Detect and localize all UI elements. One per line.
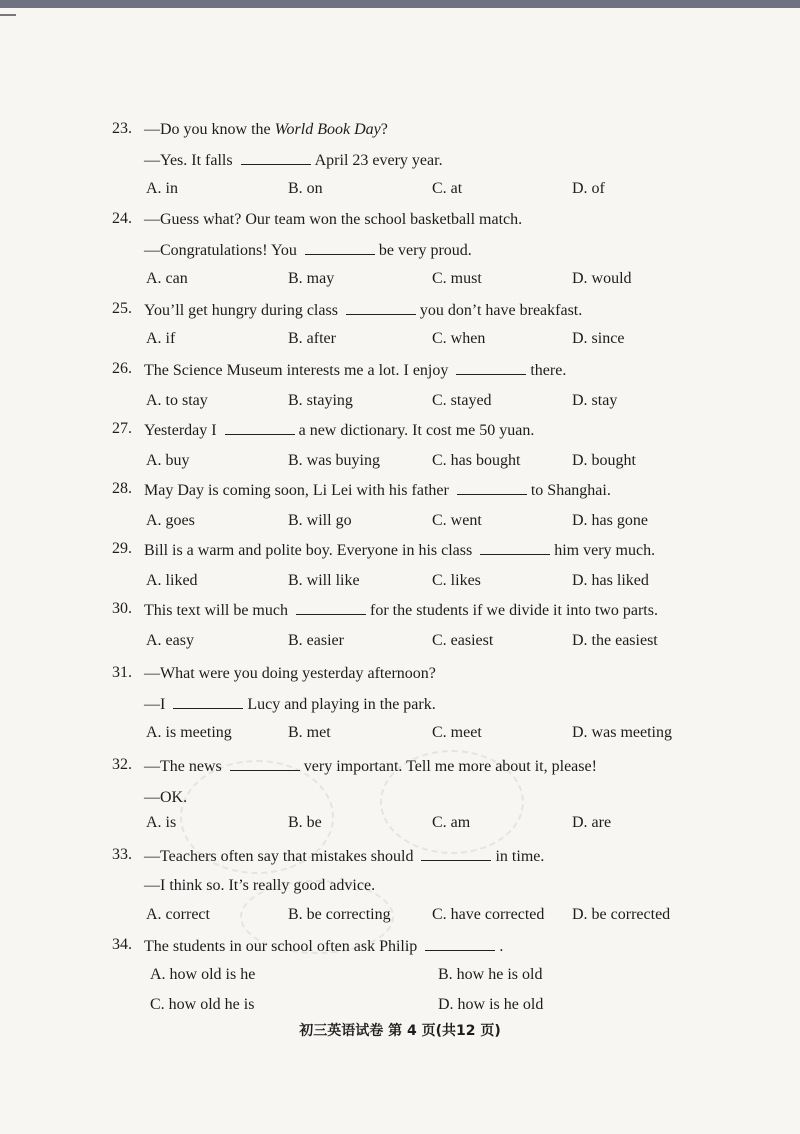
answer-blank	[173, 694, 243, 709]
question-number: 34.	[112, 936, 132, 953]
stem-text: The Science Museum interests me a lot. I enjoy	[144, 362, 453, 379]
answer-blank	[230, 756, 300, 771]
question-number: 31.	[112, 664, 132, 681]
answer-option: D. be corrected	[572, 906, 671, 923]
stem-text: —I think so. It’s really good advice.	[144, 877, 376, 894]
question-number: 24.	[112, 210, 132, 227]
answer-option: D. has gone	[572, 512, 648, 529]
answer-option: D. of	[572, 180, 605, 197]
answer-option: A. in	[146, 180, 178, 197]
stem-text: there.	[530, 362, 567, 379]
answer-option: D. would	[572, 270, 632, 287]
answer-option: D. was meeting	[572, 724, 672, 741]
answer-option: A. buy	[146, 452, 190, 469]
answer-option: C. likes	[432, 572, 481, 589]
answer-option: B. was buying	[288, 452, 380, 469]
answer-blank	[346, 300, 416, 315]
answer-option: D. bought	[572, 452, 636, 469]
question-stem-line	[144, 788, 187, 808]
answer-option: C. easiest	[432, 632, 494, 649]
question-number: 28.	[112, 480, 132, 497]
answer-option: A. liked	[146, 572, 198, 589]
answer-blank	[425, 936, 495, 951]
answer-option: C. has bought	[432, 452, 521, 469]
question-number: 29.	[112, 540, 132, 557]
answer-option: A. if	[146, 330, 176, 347]
answer-option: C. went	[432, 512, 482, 529]
stem-text: ?	[380, 121, 388, 138]
question-stem-line	[144, 664, 436, 684]
question-stem-line	[144, 480, 611, 501]
answer-option: B. be correcting	[288, 906, 391, 923]
answer-option: A. can	[146, 270, 188, 287]
answer-option: D. how is he old	[438, 996, 544, 1013]
answer-option: C. have corrected	[432, 906, 545, 923]
answer-option: C. when	[432, 330, 486, 347]
question-stem-line	[144, 694, 436, 715]
question-stem-line	[144, 876, 375, 896]
stem-text: for the students if we divide it into two parts.	[369, 602, 658, 619]
answer-option: B. will like	[288, 572, 360, 589]
book-title-italic: World Book Day	[274, 121, 381, 138]
stem-text: —Teachers often say that mistakes should	[144, 848, 418, 865]
question-stem-line	[144, 120, 388, 140]
stem-text: Bill is a warm and polite boy. Everyone in his class	[144, 542, 477, 559]
stem-text: —The news	[144, 758, 226, 775]
question-number: 30.	[112, 600, 132, 617]
answer-blank	[296, 600, 366, 615]
answer-option: C. stayed	[432, 392, 492, 409]
stem-text: The students in our school often ask Philip	[144, 938, 422, 955]
stem-text: You’ll get hungry during class	[144, 302, 342, 319]
question-number: 25.	[112, 300, 132, 317]
answer-option: C. meet	[432, 724, 482, 741]
question-stem-line	[144, 936, 503, 957]
answer-option: C. at	[432, 180, 463, 197]
answer-blank	[305, 240, 375, 255]
answer-option: A. is	[146, 814, 177, 831]
question-stem-line	[144, 240, 472, 261]
answer-option: B. after	[288, 330, 336, 347]
answer-option: B. be	[288, 814, 322, 831]
stem-text: .	[499, 938, 504, 955]
question-number: 23.	[112, 120, 132, 137]
answer-option: C. how old he is	[150, 996, 255, 1013]
answer-option: C. am	[432, 814, 471, 831]
answer-blank	[480, 540, 550, 555]
question-stem-line	[144, 360, 566, 381]
answer-option: D. has liked	[572, 572, 649, 589]
answer-option: D. since	[572, 330, 625, 347]
stem-text: in time.	[495, 848, 545, 865]
answer-option: A. goes	[146, 512, 195, 529]
question-stem-line	[144, 210, 522, 230]
question-stem-line	[144, 150, 443, 171]
stem-text: April 23 every year.	[314, 152, 443, 169]
question-stem-line	[144, 756, 597, 777]
question-stem-line	[144, 600, 658, 621]
question-stem-line	[144, 420, 534, 441]
stem-text: him very much.	[554, 542, 656, 559]
answer-option: A. easy	[146, 632, 194, 649]
question-number: 27.	[112, 420, 132, 437]
answer-option: C. must	[432, 270, 482, 287]
stem-text: be very proud.	[378, 242, 472, 259]
answer-option: B. easier	[288, 632, 344, 649]
stem-text: This text will be much	[144, 602, 292, 619]
answer-option: A. to stay	[146, 392, 208, 409]
question-number: 26.	[112, 360, 132, 377]
answer-option: B. on	[288, 180, 323, 197]
answer-option: B. staying	[288, 392, 353, 409]
stem-text: —Yes. It falls	[144, 152, 237, 169]
stem-text: May Day is coming soon, Li Lei with his father	[144, 482, 453, 499]
answer-blank	[421, 846, 491, 861]
answer-option: A. how old is he	[150, 966, 256, 983]
question-number: 32.	[112, 756, 132, 773]
stem-text: Yesterday I	[144, 422, 221, 439]
question-stem-line	[144, 540, 655, 561]
answer-option: B. may	[288, 270, 335, 287]
answer-option: D. stay	[572, 392, 618, 409]
answer-option: B. will go	[288, 512, 352, 529]
answer-blank	[457, 480, 527, 495]
stem-text: very important. Tell me more about it, please!	[303, 758, 597, 775]
stem-text: Lucy and playing in the park.	[247, 696, 436, 713]
stem-text: a new dictionary. It cost me 50 yuan.	[298, 422, 535, 439]
stem-text: —I	[144, 696, 170, 713]
answer-blank	[225, 420, 295, 435]
stem-text: to Shanghai.	[530, 482, 611, 499]
answer-blank	[241, 150, 311, 165]
stem-text: you don’t have breakfast.	[419, 302, 583, 319]
question-stem-line	[144, 300, 582, 321]
answer-option: A. is meeting	[146, 724, 232, 741]
answer-option: D. the easiest	[572, 632, 658, 649]
stem-text: —Do you know the	[144, 121, 275, 138]
question-stem-line	[144, 846, 544, 867]
stem-text: —Congratulations! You	[144, 242, 301, 259]
answer-option: B. how he is old	[438, 966, 543, 983]
question-number: 33.	[112, 846, 132, 863]
answer-option: A. correct	[146, 906, 210, 923]
stem-text: —OK.	[144, 789, 188, 806]
answer-option: D. are	[572, 814, 612, 831]
answer-blank	[456, 360, 526, 375]
stem-text: —What were you doing yesterday afternoon?	[144, 665, 436, 682]
answer-option: B. met	[288, 724, 331, 741]
stem-text: —Guess what? Our team won the school basketball match.	[144, 211, 523, 228]
page-footer: 初三英语试卷 第 4 页(共12 页)	[299, 1023, 501, 1039]
